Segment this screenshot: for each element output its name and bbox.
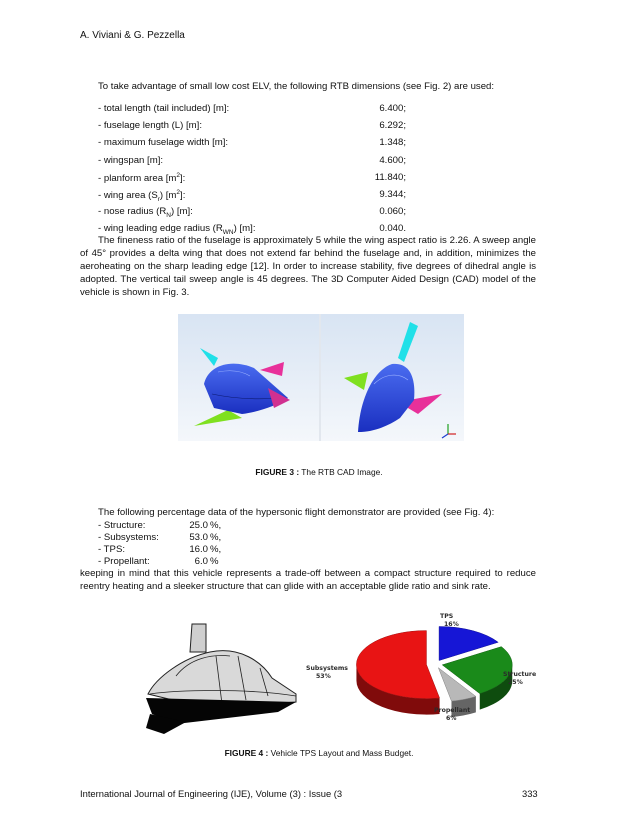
paragraph-fineness: The fineness ratio of the fuselage is approximately 5 while the wing aspect ratio is 2.26. A sweep angle of 45° provides a delta wing that does not extend far behind the fuselage and, in addition, minimizes the aeroheating on the sharp leading edge [12]. In order to increase stability, five degrees of dihedral angle is adopted. The vertical tail sweep angle is 45 degrees. The 3D Computer Aided Design (CAD) model of the vehicle is shown in Fig. 3. xyxy=(80,235,536,298)
percentage-value: 53.0 xyxy=(189,532,208,543)
percentage-label: - TPS: xyxy=(98,544,126,555)
percentage-unit: % xyxy=(210,556,219,567)
percentage-label: - Subsystems: xyxy=(98,532,159,543)
dimension-label-part: - wingspan [m]: xyxy=(98,154,164,166)
percentage-value: 16.0 xyxy=(189,544,208,555)
percentage-value: 25.0 xyxy=(189,520,208,531)
percentage-unit: %, xyxy=(210,544,222,555)
running-header-authors: A. Viviani & G. Pezzella xyxy=(80,30,185,41)
dimension-label xyxy=(98,137,228,148)
dimension-label-part: - planform area [m xyxy=(98,172,177,184)
dimensions-intro: To take advantage of small low cost ELV, the following RTB dimensions (see Fig. 2) are used: xyxy=(98,81,495,92)
figure-3-label: FIGURE 3 : xyxy=(255,467,300,477)
dimension-label-part: ]: xyxy=(180,190,186,202)
dimension-label-part: - wing leading edge radius (R xyxy=(98,223,223,235)
dimension-value: 6.400; xyxy=(379,103,406,114)
pie-label-propellant-value: 6% xyxy=(446,715,457,722)
percentage-unit: %, xyxy=(210,520,222,531)
dimension-label xyxy=(98,103,229,114)
figure-3-text: The RTB CAD Image. xyxy=(299,467,383,477)
figure-4-caption xyxy=(80,748,558,758)
dimension-label-part: 2 xyxy=(176,189,181,196)
pie-label-tps-value: 16% xyxy=(444,621,459,628)
dimension-label xyxy=(98,172,185,184)
dimension-label-part: 2 xyxy=(176,171,181,179)
dimension-label xyxy=(98,189,185,203)
pie-label-propellant-name: Propellant xyxy=(434,707,471,714)
dimension-label-part: - total length (tail included) [m]: xyxy=(98,103,230,114)
dimension-label-part: ) [m]: xyxy=(233,223,256,235)
pie-label-subsystems-name: Subsystems xyxy=(306,665,348,672)
dimension-value: 0.060; xyxy=(379,206,406,218)
page-number: 333 xyxy=(522,788,538,799)
percentage-label: - Structure: xyxy=(98,520,146,531)
pie-label-structure-value: 25% xyxy=(508,679,523,686)
figure-4-label: FIGURE 4 : xyxy=(224,748,269,758)
dimension-value: 11.840; xyxy=(374,171,406,183)
dimension-label-part: r xyxy=(157,196,160,204)
dimension-label-part: ]: xyxy=(180,172,186,184)
dimension-label-part: ) [m xyxy=(159,190,177,202)
dimension-label xyxy=(98,206,193,219)
dimension-label-part: - nose radius (R xyxy=(98,206,167,218)
dimension-label xyxy=(98,120,202,131)
figure-4-text: Vehicle TPS Layout and Mass Budget. xyxy=(268,748,414,758)
dimension-label-part: - fuselage length (L) [m]: xyxy=(98,120,202,132)
dimension-value: 9.344; xyxy=(379,189,406,200)
tps-layout-image xyxy=(146,618,304,736)
percentage-unit: %, xyxy=(210,532,222,543)
mass-budget-pie-chart xyxy=(306,606,538,726)
dimension-value: 1.348; xyxy=(379,137,406,149)
dimension-value: 6.292; xyxy=(379,120,406,132)
pie-label-tps-name: TPS xyxy=(440,613,454,620)
dimension-label-part: WN xyxy=(222,229,234,237)
pie-label-subsystems-value: 53% xyxy=(316,673,331,680)
percentages-intro: The following percentage data of the hypersonic flight demonstrator are provided (see Fig. 4): xyxy=(98,507,495,518)
dimension-label xyxy=(98,155,163,166)
paragraph-tradeoff: keeping in mind that this vehicle represents a trade-off between a compact structure required to reduce reentry heating and a sleeker structure that can glide with an acceptable glide ratio and sink rate. xyxy=(80,568,536,592)
footer-journal: International Journal of Engineering (IJE), Volume (3) : Issue (3 xyxy=(80,788,343,799)
dimension-label-part: N xyxy=(166,212,171,220)
percentage-label: - Propellant: xyxy=(98,556,150,567)
dimension-value: 0.040. xyxy=(379,223,406,235)
dimension-value: 4.600; xyxy=(379,154,406,166)
dimension-label-part: ) [m]: xyxy=(170,206,193,218)
percentage-value: 6.0 xyxy=(194,556,208,567)
dimension-label-part: - maximum fuselage width [m]: xyxy=(98,137,229,149)
pie-label-structure-name: Structure xyxy=(503,671,537,678)
dimension-label-part: - wing area (S xyxy=(98,190,158,202)
figure-3-caption xyxy=(80,467,558,477)
pie-slices xyxy=(356,626,512,701)
rtb-cad-image xyxy=(178,314,464,441)
